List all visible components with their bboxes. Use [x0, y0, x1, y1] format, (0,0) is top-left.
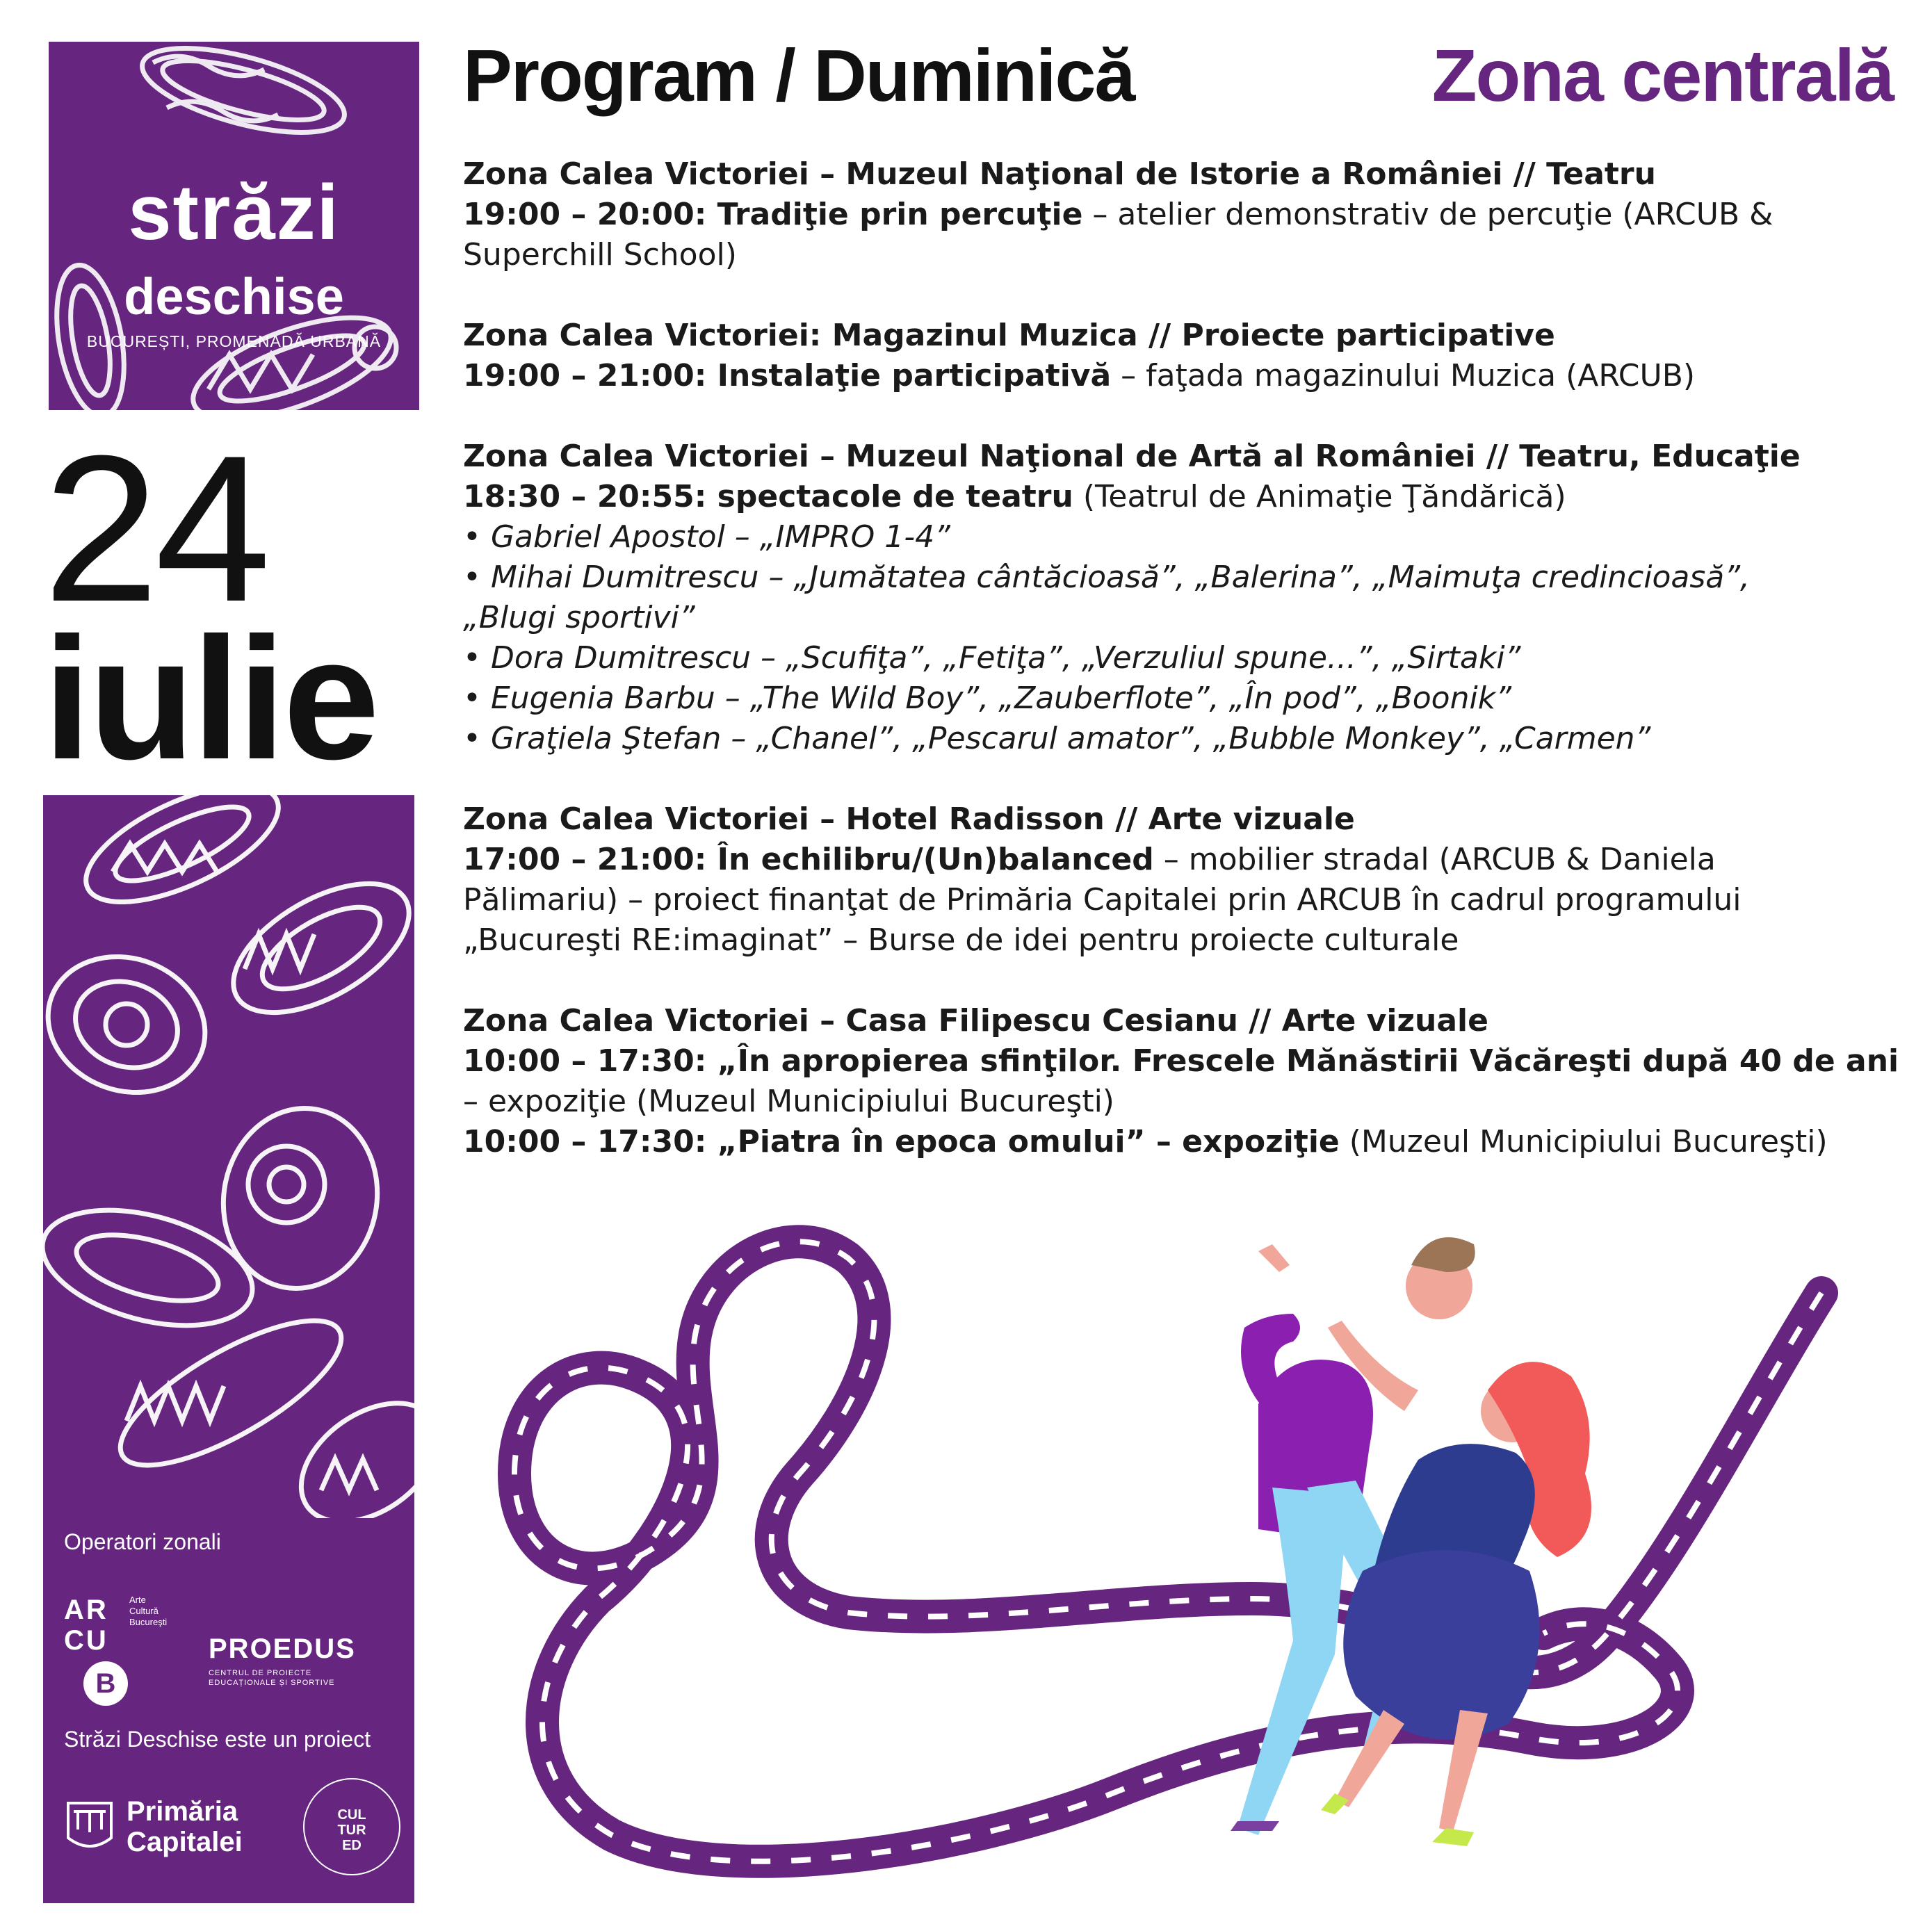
event-time: 17:00 – 21:00: În echilibru/(Un)balanced	[463, 842, 1154, 877]
proedus-logo-subtitle: CENTRUL DE PROIECTE EDUCAȚIONALE ȘI SPORTIVE	[209, 1669, 335, 1687]
dancing-couple-illustration	[487, 1182, 1905, 1912]
block-heading: Zona Calea Victoriei – Casa Filipescu Cesianu // Arte vizuale	[463, 1003, 1488, 1038]
event-desc: – atelier demonstrativ de percuţie (ARCUB &	[1082, 197, 1773, 232]
date-month: iulie	[43, 601, 378, 795]
block-heading: Zona Calea Victoriei – Muzeul Naţional de Artă al României // Teatru, Educaţie	[463, 439, 1801, 474]
primaria-crest-icon	[64, 1796, 115, 1855]
program-block	[463, 799, 1895, 961]
operators-label: Operatori zonali	[64, 1529, 221, 1554]
event-time: 10:00 – 17:30: „Piatra în epoca omului” – expoziţie	[463, 1124, 1340, 1159]
event-desc: – expoziţie (Muzeul Municipiului Bucureşti)	[463, 1084, 1114, 1119]
list-item: • Eugenia Barbu – „The Wild Boy”, „Zauberflote”, „În pod”, „Boonik”	[463, 681, 1511, 716]
program-block	[463, 316, 1895, 396]
list-item: „Blugi sportivi”	[463, 600, 695, 635]
zone-title: Zona centrală	[1431, 35, 1893, 117]
logo-title: străzi	[128, 169, 340, 256]
event-desc: – mobilier stradal (ARCUB & Daniela	[1153, 842, 1716, 877]
event-time: 10:00 – 17:30: „În apropierea sfinţilor. Frescele Mănăstirii Văcăreşti după 40 de ani	[463, 1043, 1899, 1079]
program-list	[463, 154, 1899, 1203]
list-item: • Gabriel Apostol – „IMPRO 1-4”	[463, 519, 950, 555]
event-desc: „Bucureşti RE:imaginat” – Burse de idei pentru proiecte culturale	[463, 922, 1459, 958]
block-heading: Zona Calea Victoriei: Magazinul Muzica // Proiecte participative	[463, 318, 1555, 353]
cultured-logo-text: CUL TUR ED	[337, 1807, 366, 1853]
event-desc: (Muzeul Municipiului Bucureşti)	[1339, 1124, 1828, 1159]
program-block	[463, 154, 1895, 275]
logo-panel	[49, 42, 419, 410]
list-item: • Mihai Dumitrescu – „Jumătatea cântăcioasă”, „Balerina”, „Maimuţa credincioasă”,	[463, 560, 1751, 595]
event-time: 19:00 – 20:00: Tradiţie prin percuţie	[463, 197, 1083, 232]
proedus-logo: PROEDUS	[209, 1633, 356, 1664]
project-label: Străzi Deschise este un proiect	[64, 1727, 371, 1752]
logo-subtitle: BUCUREȘTI, PROMENADĂ URBANĂ	[86, 332, 382, 350]
primaria-logo: Primăria Capitalei	[127, 1796, 243, 1857]
logo-title-line2: deschise	[124, 268, 344, 325]
arcub-logo: AR CU	[64, 1595, 108, 1656]
event-desc: – faţada magazinului Muzica (ARCUB)	[1111, 358, 1696, 393]
arcub-b-badge: B	[83, 1661, 128, 1706]
cultured-logo	[303, 1778, 400, 1875]
page-title: Program / Duminică	[463, 35, 1135, 117]
footprint-pattern	[43, 795, 414, 1518]
list-item: • Dora Dumitrescu – „Scufiţa”, „Fetiţa”, „Verzuliul spune...”, „Sirtaki”	[463, 640, 1521, 676]
arcub-logo-subtitle: Arte Cultură Bucureşti	[129, 1595, 168, 1627]
event-time: 19:00 – 21:00: Instalaţie participativă	[463, 358, 1112, 393]
block-heading: Zona Calea Victoriei – Muzeul Naţional de Istorie a României // Teatru	[463, 156, 1656, 192]
winding-road	[514, 1241, 1821, 1861]
event-desc: Pălimariu) – proiect finanţat de Primăria Capitalei prin ARCUB în cadrul programului	[463, 882, 1742, 918]
program-block	[463, 437, 1895, 759]
sidebar-panel	[43, 795, 414, 1903]
program-block	[463, 1001, 1899, 1162]
block-heading: Zona Calea Victoriei – Hotel Radisson // Arte vizuale	[463, 801, 1355, 837]
event-desc: (Teatrul de Animaţie Ţăndărică)	[1073, 479, 1566, 514]
date-day: 24	[43, 412, 267, 645]
event-time: 18:30 – 20:55: spectacole de teatru	[463, 479, 1073, 514]
list-item: • Graţiela Ştefan – „Chanel”, „Pescarul amator”, „Bubble Monkey”, „Carmen”	[463, 721, 1651, 756]
event-desc: Superchill School)	[463, 237, 737, 272]
